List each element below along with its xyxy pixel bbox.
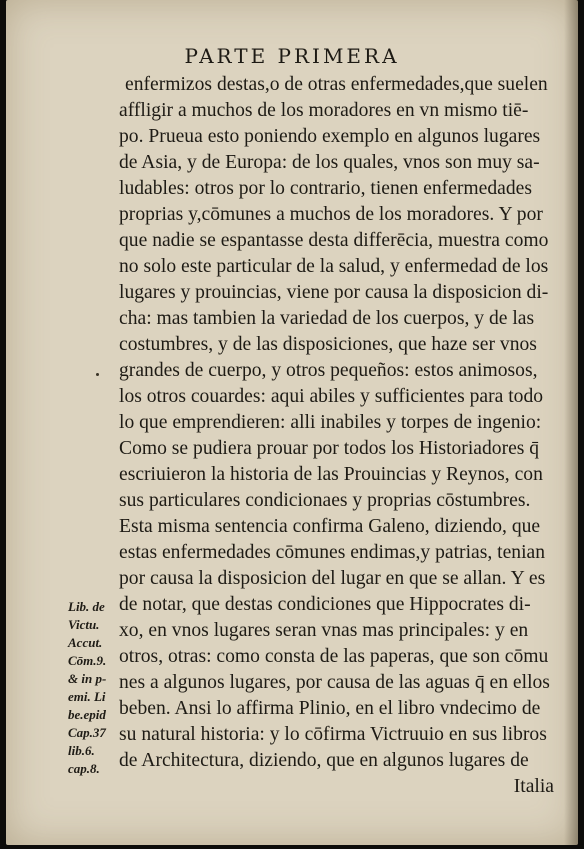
text-line: estas enfermedades cōmunes endimas,y patrias, tenian bbox=[119, 542, 546, 563]
text-line: escriuieron la historia de las Prouincias y Reynos, con bbox=[119, 464, 543, 485]
text-line: otros, otras: como consta de las paperas, que son cōmu bbox=[119, 646, 549, 667]
margin-note-line: cap.8. bbox=[68, 761, 100, 776]
body-text bbox=[119, 72, 566, 800]
text-line: lo que emprendieren: alli inabiles y torpes de ingenio: bbox=[119, 412, 542, 433]
text-line: cha: mas tambien la variedad de los cuerpos, y de las bbox=[119, 308, 535, 329]
text-line: Como se pudiera prouar por todos los Historiadores q̄ bbox=[119, 438, 540, 459]
book-page bbox=[6, 0, 578, 845]
text-line: los otros couardes: aqui abiles y sufficientes para todo bbox=[119, 386, 544, 407]
margin-note-line: Cōm.9. bbox=[68, 653, 107, 668]
catchword: Italia bbox=[513, 776, 554, 797]
text-line: affligir a muchos de los moradores en vn mismo tiē- bbox=[119, 100, 529, 121]
text-line: no solo este particular de la salud, y enfermedad de los bbox=[119, 256, 549, 277]
margin-note-line: be.epid bbox=[68, 707, 106, 722]
text-line: por causa la disposicion del lugar en que se allan. Y es bbox=[119, 568, 546, 589]
marginal-citation bbox=[68, 598, 120, 778]
text-line: beben. Ansi lo affirma Plinio, en el libro vndecimo de bbox=[119, 698, 541, 719]
text-line: su natural historia: y lo cōfirma Victruuio en sus libros bbox=[119, 724, 547, 745]
text-line: ludables: otros por lo contrario, tienen enfermedades bbox=[119, 178, 532, 199]
margin-note-line: Cap.37 bbox=[68, 725, 106, 740]
text-line: xo, en vnos lugares seran vnas mas principales: y en bbox=[119, 620, 529, 641]
text-line: de Asia, y de Europa: de los quales, vnos son muy sa- bbox=[119, 152, 540, 173]
text-line: costumbres, y de las disposiciones, que haze ser vnos bbox=[119, 334, 537, 355]
margin-note-line: Accut. bbox=[68, 635, 103, 650]
ink-speck bbox=[96, 373, 99, 376]
text-line: Esta misma sentencia confirma Galeno, diziendo, que bbox=[119, 516, 541, 537]
text-line: que nadie se espantasse desta differēcia, muestra como bbox=[119, 230, 549, 251]
text-line: proprias y,cōmunes a muchos de los moradores. Y por bbox=[119, 204, 543, 225]
text-line: sus particulares condicionaes y proprias cōstumbres. bbox=[119, 490, 531, 511]
running-title: PARTE PRIMERA bbox=[184, 44, 400, 68]
text-line: lugares y prouincias, viene por causa la disposicion di- bbox=[119, 282, 549, 303]
margin-note-line: & in p- bbox=[68, 671, 107, 686]
margin-note-line: lib.6. bbox=[68, 743, 95, 758]
margin-note-line: emi. Li bbox=[68, 689, 106, 704]
text-line: enfermizos destas,o de otras enfermedades,que suelen bbox=[125, 74, 548, 95]
margin-note-line: Lib. de bbox=[68, 599, 105, 614]
text-line: grandes de cuerpo, y otros pequeños: estos animosos, bbox=[119, 360, 538, 381]
text-line: po. Prueua esto poniendo exemplo en algunos lugares bbox=[119, 126, 541, 147]
text-line: nes a algunos lugares, por causa de las aguas q̄ en ellos bbox=[119, 672, 550, 693]
text-line: de notar, que destas condiciones que Hippocrates di- bbox=[119, 594, 531, 615]
text-line: de Architectura, diziendo, que en algunos lugares de bbox=[119, 750, 529, 771]
margin-note-line: Victu. bbox=[68, 617, 100, 632]
